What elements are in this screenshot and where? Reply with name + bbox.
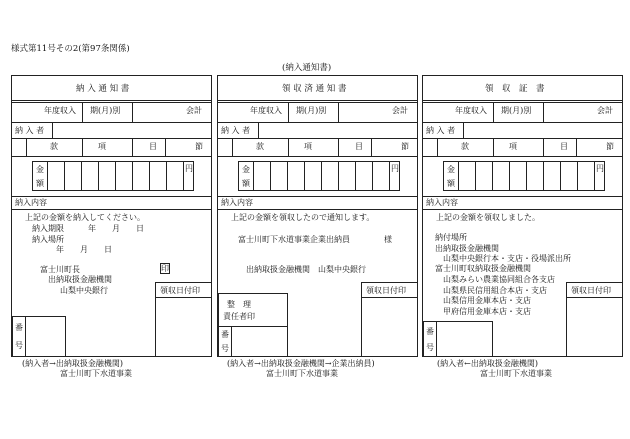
manager-label: 整 理 [227, 300, 251, 309]
payment-notice-form [11, 75, 212, 357]
body-line: 山梨中央銀行 [60, 286, 108, 295]
body-line: 納入場所 [32, 235, 64, 244]
body-line: 山梨みらい農業協同組合各支店 [443, 275, 555, 284]
manager-label: 責任者印 [223, 312, 255, 321]
kou-label: 項 [304, 142, 312, 151]
receipt-stamp-box [361, 282, 418, 357]
setsu-label: 節 [195, 142, 203, 151]
gaku-label: 額 [36, 179, 44, 188]
payer-label: 納 入 者 [221, 126, 251, 135]
ban-label: 番 [426, 327, 434, 336]
account-label: 会計 [186, 106, 202, 115]
footer-route: (納入者→出納取扱金融機関) [22, 359, 123, 368]
footer-issuer: 富士川町下水道事業 [266, 369, 338, 378]
setsu-label: 節 [606, 142, 614, 151]
year-income-label: 年度収入 [250, 106, 282, 115]
body-line: 富士川町収納取扱金融機関 [435, 264, 531, 273]
gaku-label: 額 [447, 179, 455, 188]
receipt-notice-form [217, 75, 418, 357]
number-field [231, 326, 288, 357]
body-line: 出納取扱金融機関 [48, 275, 112, 284]
body-line: 上記の金額を領収しました。 [436, 213, 540, 222]
body-line: 富士川町長 [40, 265, 80, 274]
manager-seal-box [218, 293, 288, 327]
number-box [12, 316, 26, 357]
body-line: 納付場所 [435, 233, 467, 242]
receipt-stamp-box [566, 282, 623, 357]
account-label: 会計 [392, 106, 408, 115]
footer-route: (納入者←出納取扱金融機関) [437, 359, 538, 368]
period-label: 期(月)別 [90, 106, 121, 115]
moku-label: 目 [560, 142, 568, 151]
gou-label: 号 [221, 344, 229, 353]
kin-label: 金 [36, 165, 44, 174]
content-label: 納入内容 [15, 198, 47, 207]
payer-label: 納 入 者 [426, 126, 456, 135]
receipt-stamp-label: 領収日付印 [571, 286, 611, 295]
gou-label: 号 [15, 341, 23, 350]
kou-label: 項 [509, 142, 517, 151]
year-income-label: 年度収入 [44, 106, 76, 115]
form-title: 領 収 済 通 知 書 [282, 84, 347, 94]
account-label: 会計 [597, 106, 613, 115]
moku-label: 目 [149, 142, 157, 151]
body-line: 上記の金額を納入してください。 [25, 213, 145, 222]
number-field [436, 321, 493, 357]
footer-route: (納入者→出納取扱金融機関→企業出納員) [227, 359, 375, 368]
body-line: 様 [384, 235, 392, 244]
receipt-stamp-box [155, 282, 212, 357]
body-line: 出納取扱金融機関 山梨中央銀行 [246, 265, 366, 274]
yen-label: 円 [391, 164, 399, 173]
gaku-label: 額 [242, 179, 250, 188]
form-title: 納 入 通 知 書 [76, 84, 130, 94]
period-label: 期(月)別 [501, 106, 532, 115]
kin-label: 金 [242, 165, 250, 174]
number-field [25, 316, 66, 357]
footer-issuer: 富士川町下水道事業 [480, 369, 552, 378]
number-box [218, 326, 232, 357]
body-line: 甲府信用金庫本店・支店 [443, 307, 531, 316]
kou-label: 項 [98, 142, 106, 151]
amount-box [443, 161, 605, 191]
form-number: 様式第11号その2(第97条関係) [11, 44, 130, 54]
body-line: 山梨信用金庫本店・支店 [443, 296, 531, 305]
body-line: 年 月 日 [56, 245, 112, 254]
ban-label: 番 [221, 330, 229, 339]
body-line: 納入期限 年 月 日 [32, 224, 144, 233]
body-line: 上記の金額を領収したので通知します。 [231, 213, 375, 222]
content-label: 納入内容 [426, 198, 458, 207]
year-income-label: 年度収入 [455, 106, 487, 115]
moku-label: 目 [355, 142, 363, 151]
payer-label: 納 入 者 [15, 126, 45, 135]
receipt-stamp-label: 領収日付印 [160, 286, 200, 295]
setsu-label: 節 [401, 142, 409, 151]
form-title: 領 収 証 書 [485, 84, 545, 94]
body-line: 富士川町下水道事業企業出納員 [238, 235, 350, 244]
number-box [423, 321, 437, 357]
receipt-form [422, 75, 623, 357]
kan-label: 款 [256, 142, 264, 151]
amount-box [238, 161, 400, 191]
seal-label: 印 [161, 264, 169, 273]
body-line: 出納取扱金融機関 [435, 244, 499, 253]
gou-label: 号 [426, 343, 434, 352]
kin-label: 金 [447, 165, 455, 174]
period-label: 期(月)別 [296, 106, 327, 115]
kan-label: 款 [50, 142, 58, 151]
ban-label: 番 [15, 323, 23, 332]
kan-label: 款 [461, 142, 469, 151]
subtitle: (納入通知書) [282, 63, 332, 73]
content-label: 納入内容 [221, 198, 253, 207]
receipt-stamp-label: 領収日付印 [366, 286, 406, 295]
body-line: 山梨中央銀行本・支店・役場派出所 [443, 254, 571, 263]
yen-label: 円 [596, 164, 604, 173]
yen-label: 円 [185, 164, 193, 173]
footer-issuer: 富士川町下水道事業 [60, 369, 132, 378]
amount-box [32, 161, 194, 191]
body-line: 山梨県民信用組合本店・支店 [443, 286, 547, 295]
